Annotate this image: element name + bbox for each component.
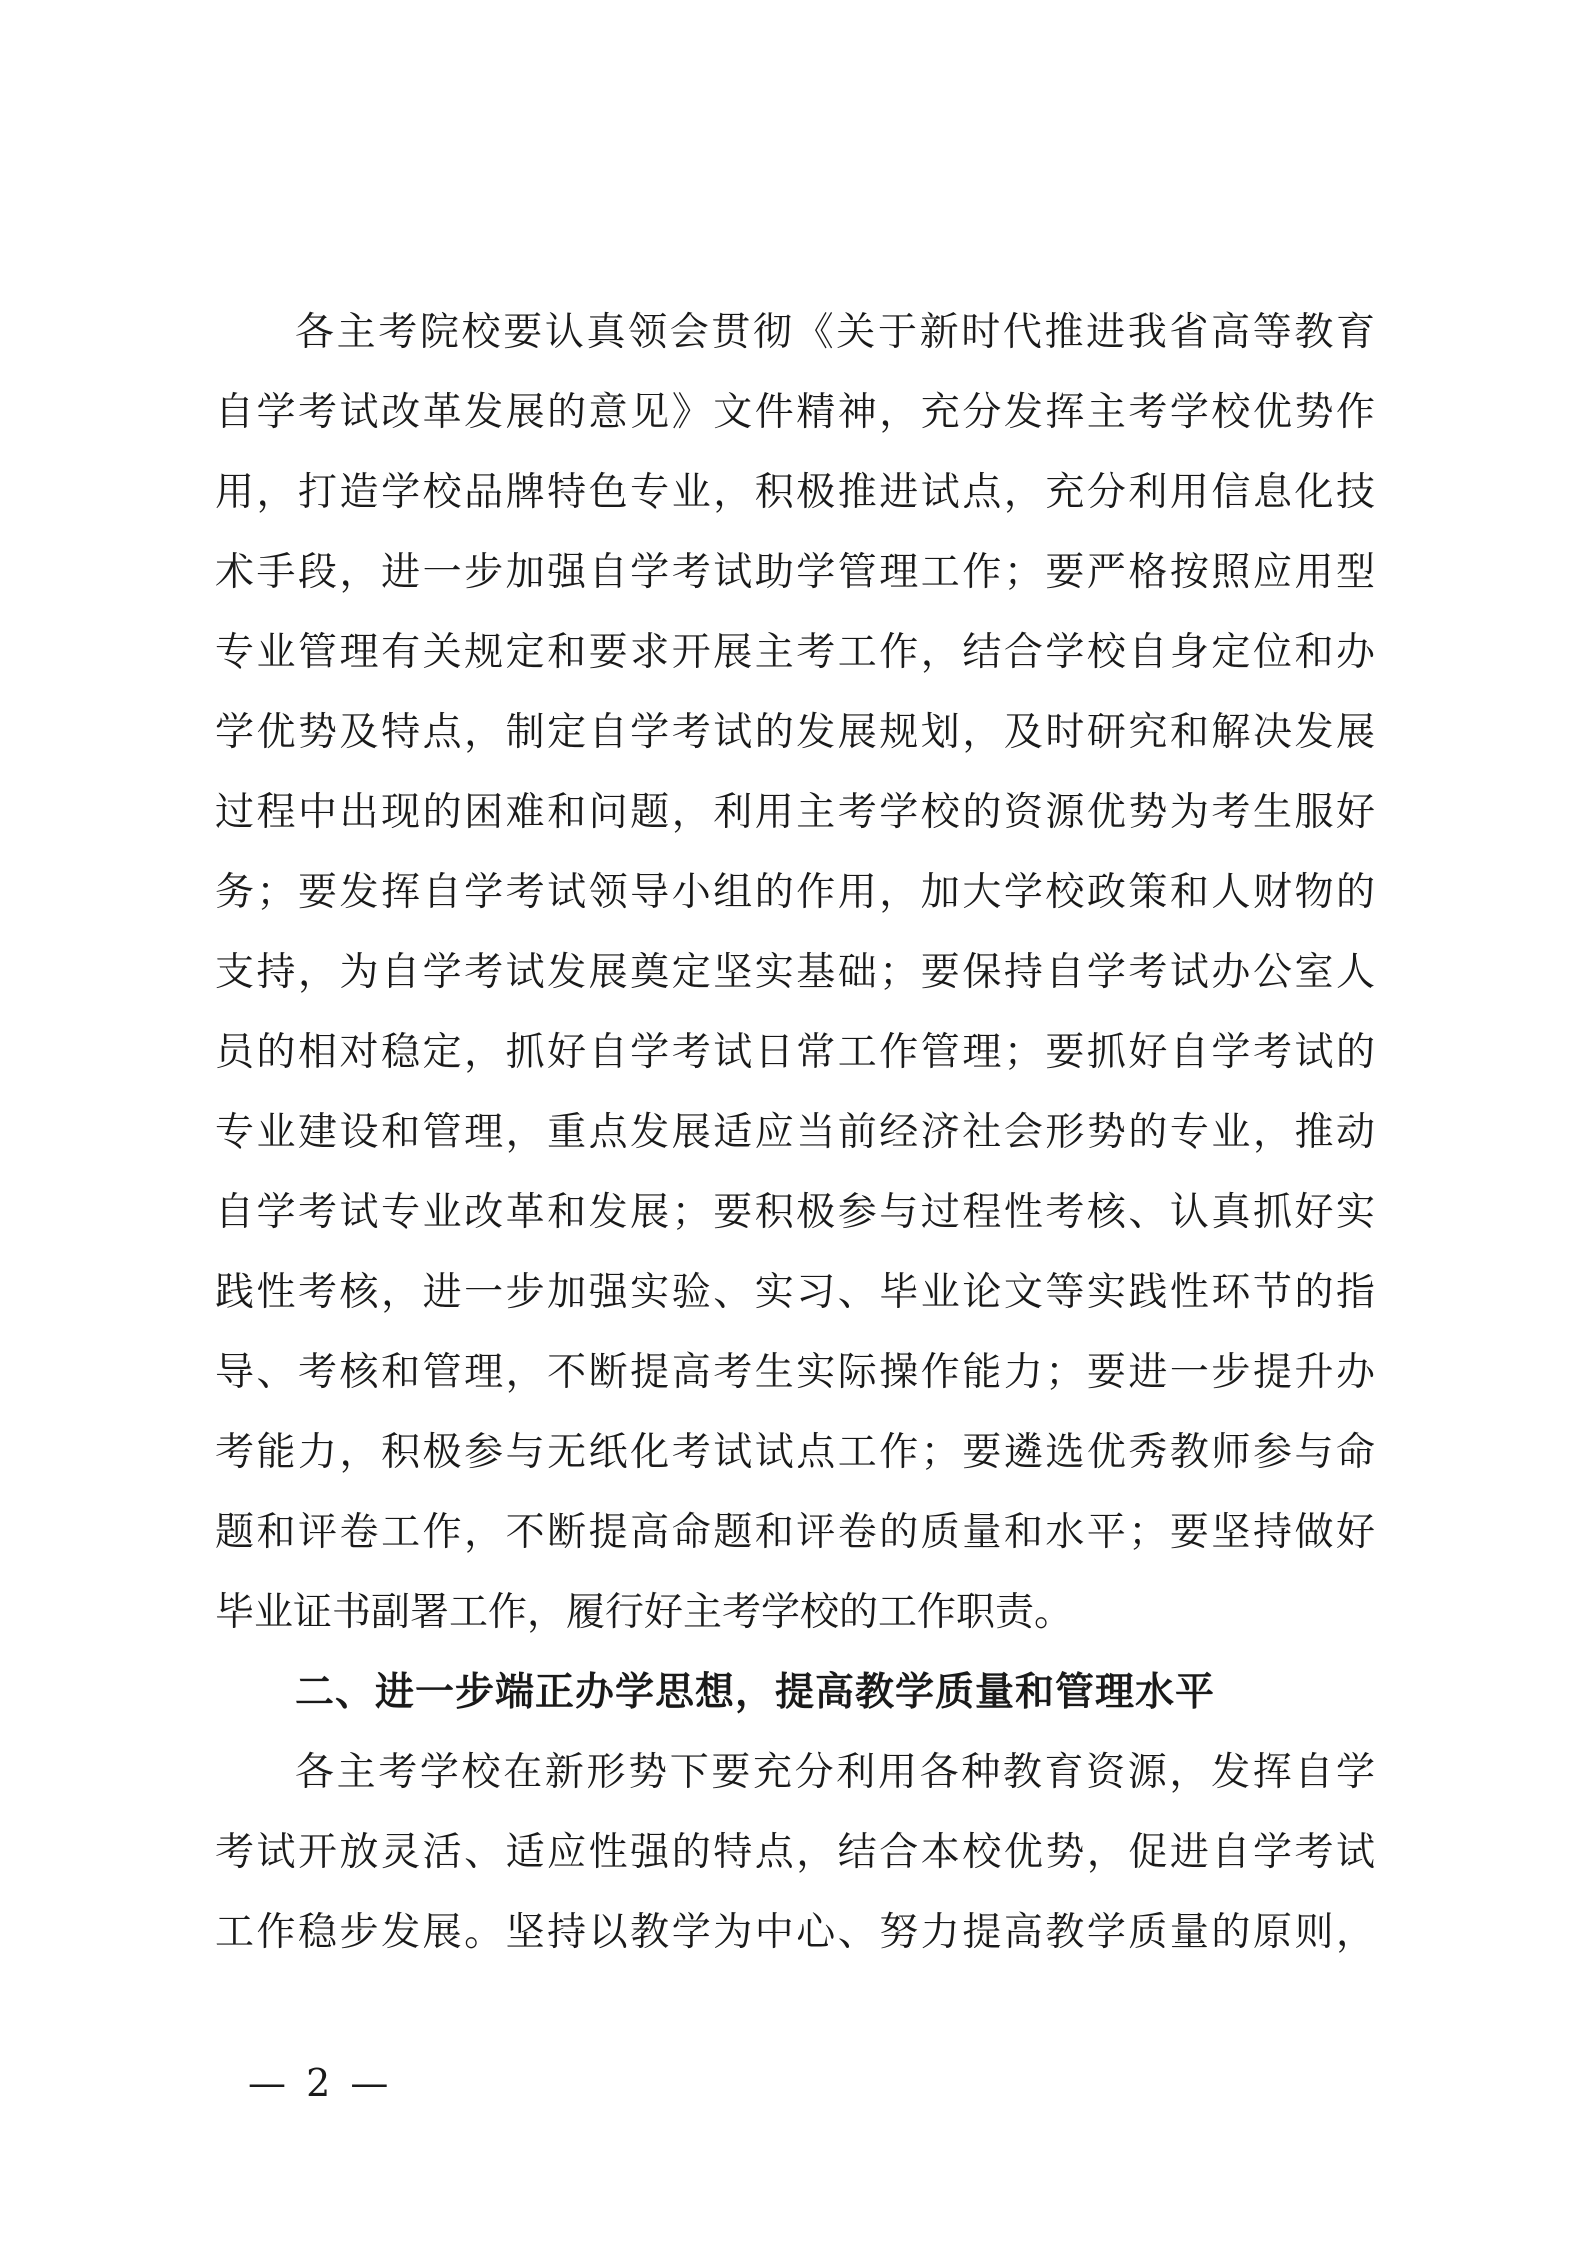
paragraph2-line-1: 各主考学校在新形势下要充分利用各种教育资源，发挥自学 — [295, 1750, 1375, 1795]
paragraph1-line-16: 题和评卷工作，不断提高命题和评卷的质量和水平；要坚持做好 — [215, 1510, 1375, 1555]
paragraph1-line-15: 考能力，积极参与无纸化考试试点工作；要遴选优秀教师参与命 — [215, 1430, 1375, 1475]
paragraph1-line-5: 专业管理有关规定和要求开展主考工作，结合学校自身定位和办 — [215, 630, 1375, 675]
paragraph1-line-4: 术手段，进一步加强自学考试助学管理工作；要严格按照应用型 — [215, 550, 1375, 595]
paragraph2-line-3: 工作稳步发展。坚持以教学为中心、努力提高教学质量的原则， — [215, 1910, 1375, 1955]
paragraph1-line-7: 过程中出现的困难和问题，利用主考学校的资源优势为考生服好 — [215, 790, 1375, 835]
paragraph1-line-14: 导、考核和管理，不断提高考生实际操作能力；要进一步提升办 — [215, 1350, 1375, 1395]
paragraph1-line-13: 践性考核，进一步加强实验、实习、毕业论文等实践性环节的指 — [215, 1270, 1375, 1315]
section-heading: 二、进一步端正办学思想，提高教学质量和管理水平 — [295, 1670, 1216, 1715]
paragraph1-line-3: 用，打造学校品牌特色专业，积极推进试点，充分利用信息化技 — [215, 470, 1375, 515]
paragraph1-line-1: 各主考院校要认真领会贯彻《关于新时代推进我省高等教育 — [295, 310, 1375, 355]
paragraph1-line-11: 专业建设和管理，重点发展适应当前经济社会形势的专业，推动 — [215, 1110, 1375, 1155]
paragraph1-line-12: 自学考试专业改革和发展；要积极参与过程性考核、认真抓好实 — [215, 1190, 1375, 1235]
paragraph2-line-2: 考试开放灵活、适应性强的特点，结合本校优势，促进自学考试 — [215, 1830, 1375, 1875]
page-number: — 2 — — [248, 2061, 393, 2105]
paragraph1-line-17: 毕业证书副署工作，履行好主考学校的工作职责。 — [215, 1590, 1074, 1635]
paragraph1-line-10: 员的相对稳定，抓好自学考试日常工作管理；要抓好自学考试的 — [215, 1030, 1375, 1075]
paragraph1-line-6: 学优势及特点，制定自学考试的发展规划，及时研究和解决发展 — [215, 710, 1375, 755]
paragraph1-line-9: 支持，为自学考试发展奠定坚实基础；要保持自学考试办公室人 — [215, 950, 1375, 995]
paragraph1-line-2: 自学考试改革发展的意见》文件精神，充分发挥主考学校优势作 — [215, 390, 1375, 435]
paragraph1-line-8: 务；要发挥自学考试领导小组的作用，加大学校政策和人财物的 — [215, 870, 1375, 915]
